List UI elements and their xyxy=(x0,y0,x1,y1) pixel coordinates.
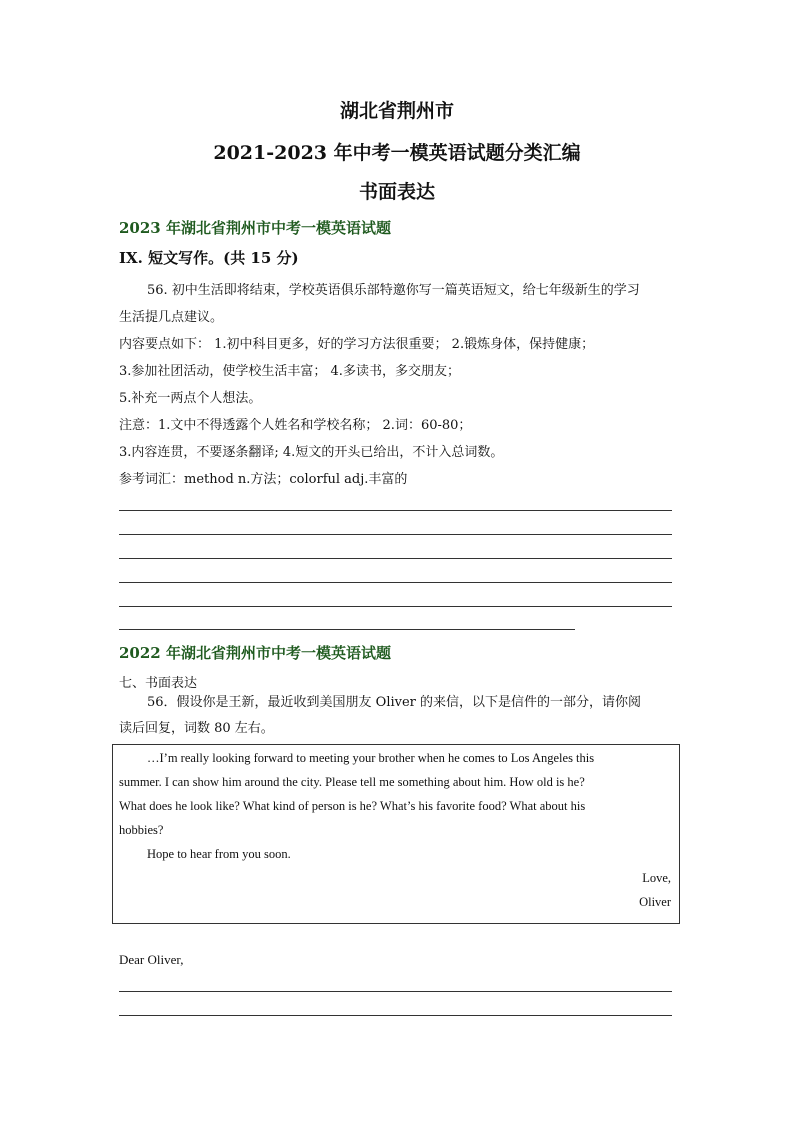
content-points-line2: 3.参加社团活动，使学校生活丰富； 4.多读书，多交朋友； xyxy=(119,364,460,379)
content-points-line1: 内容要点如下： 1.初中科目更多，好的学习方法很重要； 2.锻炼身体，保持健康； xyxy=(119,337,595,352)
letter-line5: Hope to hear from you soon. xyxy=(147,847,291,861)
answer-line-short xyxy=(119,629,575,630)
section-heading-2023: 2023 年湖北省荆州市中考一模英语试题 xyxy=(119,219,391,237)
answer-line xyxy=(119,582,672,583)
answer-line xyxy=(119,606,672,607)
answer-line xyxy=(119,510,672,511)
notes-line1: 注意：1.文中不得透露个人姓名和学校名称； 2.词：60-80； xyxy=(119,418,472,433)
answer-line xyxy=(119,558,672,559)
letter-line3: What does he look like? What kind of person is he? What’s his favorite food? What about his xyxy=(119,799,586,813)
letter-line4: hobbies? xyxy=(119,823,164,837)
part-heading-2023: IX. 短文写作。(共 15 分) xyxy=(119,249,299,267)
doc-title-series: 2021-2023 年中考一模英语试题分类汇编 xyxy=(213,142,581,164)
prompt-2022-line1: 56．假设你是王新，最近收到美国朋友 Oliver 的来信，以下是信件的一部分，请你阅 xyxy=(147,695,642,710)
answer-line xyxy=(119,534,672,535)
prompt-2022-line2: 读后回复，词数 80 左右。 xyxy=(119,721,274,736)
answer-line xyxy=(119,991,672,992)
letter-signature: Oliver xyxy=(639,895,671,909)
letter-closing: Love, xyxy=(642,871,671,885)
letter-excerpt-box xyxy=(112,744,680,924)
doc-title-region: 湖北省荆州市 xyxy=(339,100,454,122)
section-heading-2022: 2022 年湖北省荆州市中考一模英语试题 xyxy=(119,644,391,662)
prompt-2023-line2: 生活提几点建议。 xyxy=(119,310,224,325)
answer-line xyxy=(119,1015,672,1016)
doc-title-topic: 书面表达 xyxy=(358,181,435,203)
vocabulary-hint: 参考词汇：method n.方法；colorful adj.丰富的 xyxy=(119,472,408,487)
content-points-line3: 5.补充一两点个人想法。 xyxy=(119,391,262,406)
notes-line2: 3.内容连贯，不要逐条翻译; 4.短文的开头已给出，不计入总词数。 xyxy=(119,445,504,460)
prompt-2023-line1: 56. 初中生活即将结束，学校英语俱乐部特邀你写一篇英语短文，给七年级新生的学习 xyxy=(147,283,640,298)
letter-line2: summer. I can show him around the city. Please tell me something about him. How old is he? xyxy=(119,775,585,789)
reply-salutation: Dear Oliver, xyxy=(119,952,184,967)
part-heading-2022: 七、书面表达 xyxy=(119,676,198,691)
letter-line1: …I’m really looking forward to meeting your brother when he comes to Los Angeles this xyxy=(147,751,595,765)
